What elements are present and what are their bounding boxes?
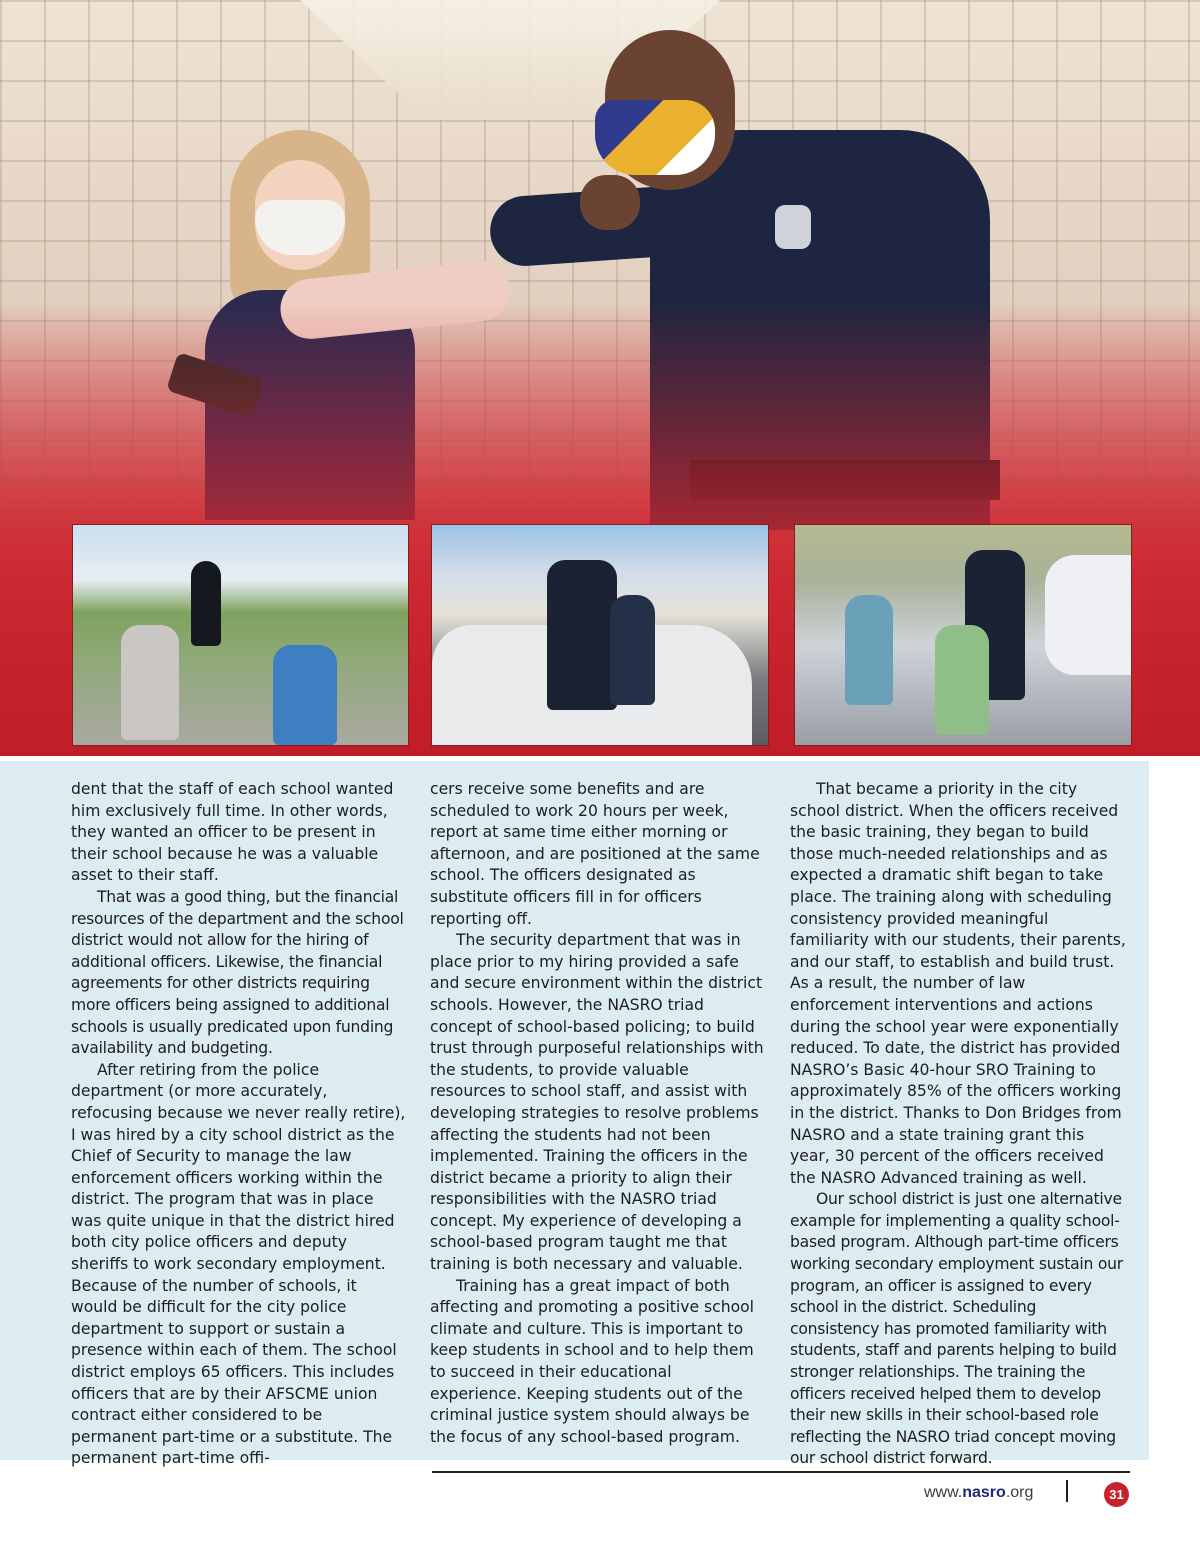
paragraph: Our school district is just one alternative example for implementing a quality school-based program. Although part-time officers working secondary employment sustain our program, an officer is assigned to every school in the district. Scheduling consistency has promoted familiarity with students, staff and parents helping to build stronger relationships. The training the officers received helped them to develop their new skills in their school-based role reflecting the NASRO triad concept moving our school district forward. [790, 1190, 1123, 1468]
photo-officer-with-child [431, 524, 769, 746]
footer-separator [1066, 1480, 1068, 1502]
paragraph: The security department that was in place prior to my hiring provided a safe and secure environment within the district schools. However, the NASRO triad concept of school-based policing; to build trust through purposeful relationships with the students, to provide valuable resources to school staff, and assist with developing strategies to resolve problems affecting the students had not been implemented. Training the officers in the district became a priority to align their responsibilities with the NASRO triad concept. My experience of developing a school-based program taught me that training is both necessary and valuable. [430, 931, 764, 1274]
footer-website-link[interactable]: www.nasro.org [924, 1484, 1034, 1501]
paragraph: Training has a great impact of both affecting and promoting a positive school climate and culture. This is important to keep students in school and to help them to succeed in their educational experience. Keeping students out of the criminal justice system should always be the focus of any school-based program. [430, 1276, 754, 1446]
paragraph: That was a good thing, but the financial resources of the department and the school district would not allow for the hiring of additional officers. Likewise, the financial agreements for other districts requiring more officers being assigned to additional schools is usually predicated upon funding availability and budgeting. [71, 887, 404, 1058]
photo-students-arriving [794, 524, 1132, 746]
face-mask [255, 200, 345, 255]
brand-name: nasro [962, 1484, 1006, 1501]
page-number-badge: 31 [1104, 1482, 1129, 1507]
paragraph: After retiring from the police department (or more accurately, refocusing because we never really retire), I was hired by a city school district as the Chief of Security to manage the law enforcement officers working within the district. The program that was in place was quite unique in that the district hired both city police officers and deputy sheriffs to work secondary employment. Because of the number of schools, it would be difficult for the city police department to support or sustain a presence within each of them. The school district employs 65 officers. This includes officers that are by their AFSCME union contract either considered to be permanent part-time or a substitute. The permanent part-time offi- [71, 1060, 406, 1468]
paragraph: dent that the staff of each school wanted him exclusively full time. In other words, they wanted an officer to be present in their school because he was a valuable asset to their staff. [71, 780, 394, 885]
article-column-1 [71, 779, 407, 1470]
article-column-3 [790, 779, 1126, 1470]
paragraph: cers receive some benefits and are scheduled to work 20 hours per week, report at same time either morning or afternoon, and are positioned at the same school. The officers designated as substitute officers fill in for officers reporting off. [430, 780, 760, 928]
police-badge [775, 205, 811, 249]
photo-crossing-guard [72, 524, 409, 746]
article-column-2 [430, 779, 766, 1448]
paragraph: That became a priority in the city school district. When the officers received the basic training, they began to build those much-needed relationships and as expected a dramatic shift began to take place. The training along with scheduling consistency provided meaningful familiarity with our students, their parents, and our staff, to establish and build trust. As a result, the number of law enforcement interventions and actions during the school year were exponentially reduced. To date, the district has provided NASRO’s Basic 40-hour SRO Training to approximately 85% of the officers working in the district. Thanks to Don Bridges from NASRO and a state training grant this year, 30 percent of the officers received the NASRO Advanced training as well. [790, 780, 1126, 1187]
face-mask [595, 100, 715, 175]
footer-divider [432, 1471, 1130, 1473]
